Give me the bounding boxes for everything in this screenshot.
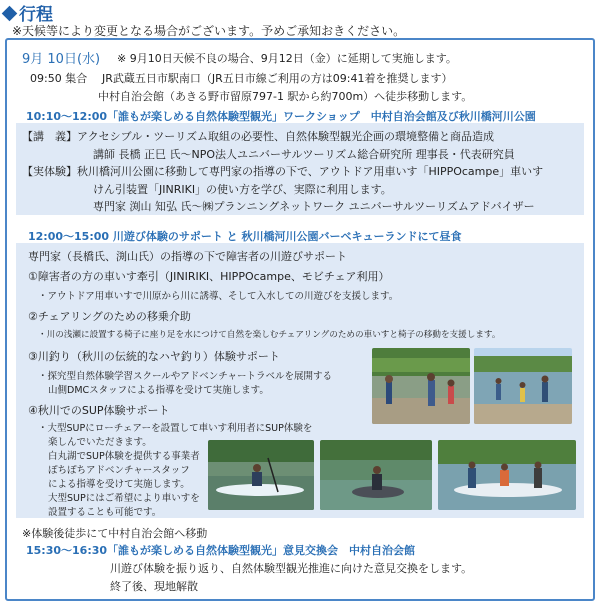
item2-title: ②チェアリングのための移乗介助	[28, 310, 191, 323]
lecture-line1: 【講 義】アクセシブル・ツーリズム取組の必要性、自然体験型観光企画の環境整備と商品造成	[22, 130, 495, 143]
session3-line1: 川遊び体験を振り返り、自然体験型観光推進に向けた意見交換をします。	[110, 562, 473, 575]
diamond-icon	[2, 6, 18, 22]
river-children-photo	[474, 348, 572, 424]
item4-desc1: ・大型SUPにローチェアーを設置して車いす利用者にSUP体験を	[38, 423, 313, 434]
weather-note: ※天候等により変更となる場合がございます。予めご承知おきください。	[12, 24, 406, 38]
item4-desc2: 楽しんでいただきます。	[48, 437, 152, 448]
sup-river-photo	[320, 440, 432, 510]
practice-line1: 【実体験】秋川橋河川公園に移動して専門家の指導の下で、アウトドア用車いす「HIPPOcampe」車いす	[22, 165, 544, 178]
session2-heading: 12:00～15:00 川遊び体験のサポート と 秋川橋河川公園バーベキューランドにて昼食	[28, 230, 462, 243]
session3-heading: 15:30～16:30「誰もが楽しめる自然体験型観光」意見交換会 中村自治会館	[26, 544, 416, 557]
postpone-note: ※ 9月10日天候不良の場合、9月12日（金）に延期して実施します。	[117, 52, 457, 65]
session3-line2: 終了後、現地解散	[110, 580, 198, 593]
item4-desc5: による指導を受けて実施します。	[48, 479, 190, 490]
item4-desc7: 設置することも可能です。	[48, 507, 162, 518]
item3-desc2: 山側DMCスタッフによる指導を受けて実施します。	[48, 385, 269, 396]
item2-desc: ・川の浅瀬に設置する椅子に座り足を水につけて自然を楽しむチェアリングのための車いすと椅子の移動を支援します。	[38, 330, 501, 340]
item1-title: ①障害者の方の車いす牽引（JINIRIKI、HIPPOcampe、モビチェア利用）	[28, 270, 390, 283]
sup-paddle-photo	[208, 440, 314, 510]
practice-line2: けん引装置「JINRIKI」の使い方を学び、実際に利用します。	[93, 183, 392, 196]
item4-desc4: ぽちぽちアドベンチャースタッフ	[48, 465, 190, 476]
item3-title: ③川釣り（秋川の伝統的なハヤ釣り）体験サポート	[28, 350, 280, 363]
item4-desc3: 白丸湖でSUP体験を提供する事業者	[48, 451, 200, 462]
event-date: 9月 10日(水)	[22, 52, 101, 67]
item3-desc1: ・探究型自然体験学習スクールやアドベンチャートラベルを展開する	[38, 371, 333, 382]
session2-intro: 専門家（長橋氏、渕山氏）の指導の下で障害者の川遊びサポート	[28, 250, 347, 263]
lecture-line2: 講師 長橋 正巳 氏～NPO法人ユニバーサルツーリズム総合研究所 理事長・代表研究員	[93, 148, 515, 161]
meeting-time: 09:50 集合	[30, 72, 88, 85]
meeting-place: JR武蔵五日市駅南口（JR五日市線ご利用の方は09:41着を推奨します）	[102, 72, 453, 85]
session1-heading: 10:10～12:00「誰もが楽しめる自然体験型観光」ワークショップ 中村自治会館及び秋川橋河川公園	[26, 110, 536, 123]
river-fishing-photo	[372, 348, 470, 424]
section-title-text: 行程	[19, 5, 53, 25]
sup-group-photo	[438, 440, 576, 510]
item4-desc6: 大型SUPにはご希望により車いすを	[48, 493, 200, 504]
item1-desc: ・アウトドア用車いすで川原から川に誘導、そして入水しての川遊びを支援します。	[38, 291, 399, 302]
item4-title: ④秋川でのSUP体験サポート	[28, 404, 170, 417]
meeting-walk: 中村自治会館（あきる野市留原797-1 駅から約700m）へ徒歩移動します。	[98, 90, 473, 103]
practice-line3: 専門家 渕山 知弘 氏～㈱プランニングネットワーク ユニバーサルツーリズムアドバイザー	[93, 200, 535, 213]
move-note: ※体験後徒歩にて中村自治会館へ移動	[22, 527, 208, 540]
